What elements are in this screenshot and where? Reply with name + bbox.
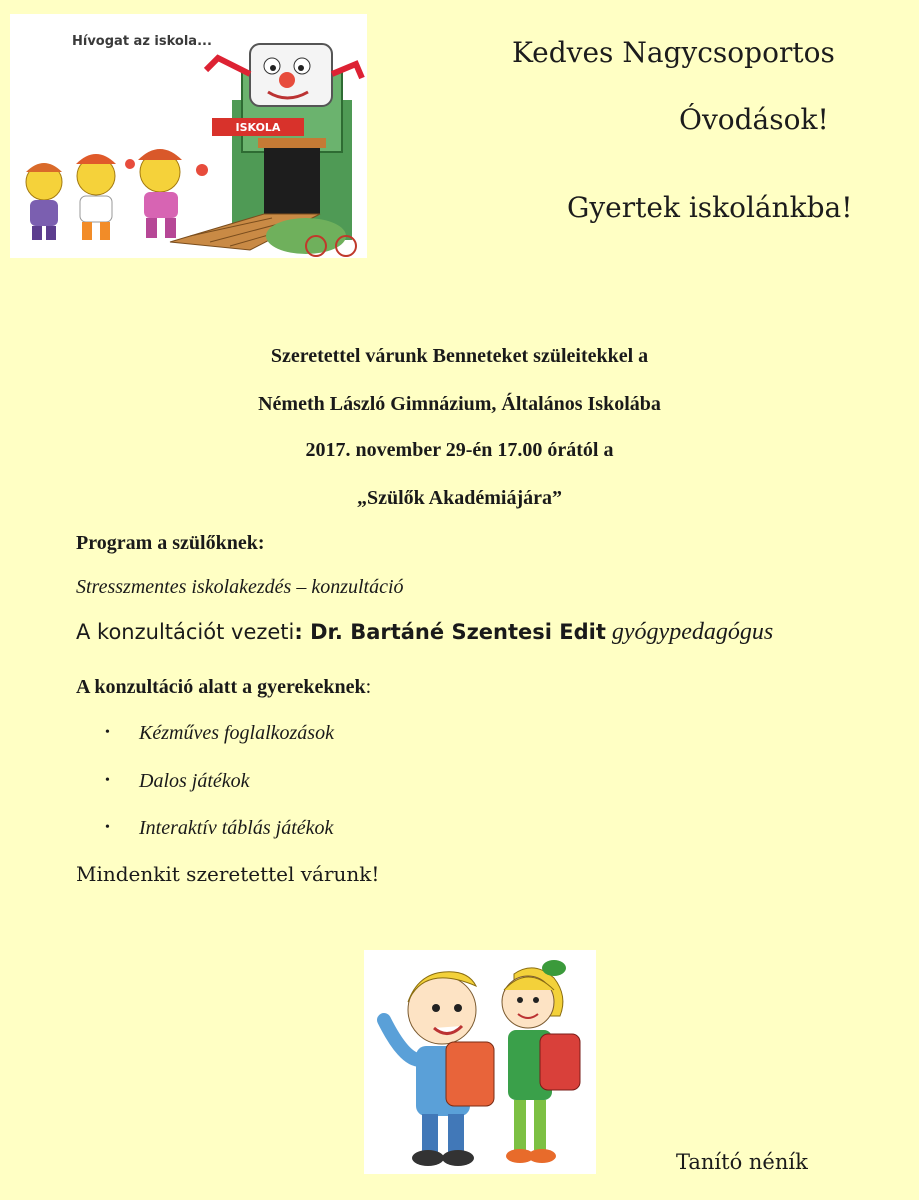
program-heading: Program a szülőknek: xyxy=(76,532,265,554)
consultation-lead: A konzultációt vezeti xyxy=(76,620,295,644)
activity-label: Kézműves foglalkozások xyxy=(139,722,334,744)
girl-figure xyxy=(502,960,580,1163)
activity-item xyxy=(105,817,333,840)
boy-figure xyxy=(384,972,494,1166)
activity-label: Interaktív táblás játékok xyxy=(139,817,334,839)
activity-item xyxy=(105,722,334,745)
invitation-line-2: Németh László Gimnázium, Általános Iskolába xyxy=(258,393,661,415)
kids-heading-text: A konzultáció alatt a gyerekeknek xyxy=(76,676,366,698)
bullet-icon: • xyxy=(105,820,110,835)
child-figure-1 xyxy=(26,163,62,240)
kids-heading-colon: : xyxy=(365,676,372,698)
invitation-line-3: 2017. november 29-én 17.00 órától a xyxy=(305,439,614,461)
children-with-backpacks-illustration-icon xyxy=(364,950,596,1174)
school-children-illustration-icon xyxy=(10,14,367,258)
greeting-line-1: Kedves Nagycsoportos xyxy=(512,36,835,69)
school-sign-text: ISKOLA xyxy=(235,121,281,134)
kids-heading xyxy=(76,676,371,699)
consultant-role: gyógypedagógus xyxy=(611,619,774,645)
child-figure-3 xyxy=(138,149,182,238)
invitation-line-4: „Szülők Akadémiájára” xyxy=(356,487,563,509)
invitation-line-1: Szeretettel várunk Benneteket szüleitekkel a xyxy=(270,345,649,367)
consultation-line xyxy=(76,619,773,646)
program-item: Stresszmentes iskolakezdés – konzultáció xyxy=(76,576,404,598)
closing-line: Mindenkit szeretettel várunk! xyxy=(76,862,380,886)
consultation-colon: : xyxy=(294,620,311,644)
activity-label: Dalos játékok xyxy=(139,770,250,792)
school-illustration xyxy=(10,14,367,258)
child-figure-2 xyxy=(76,154,116,240)
children-illustration xyxy=(364,950,596,1174)
illustration-caption: Hívogat az iskola... xyxy=(72,34,212,49)
bullet-icon: • xyxy=(105,725,110,740)
bullet-icon: • xyxy=(105,773,110,788)
greeting-line-2: Óvodások! xyxy=(679,103,829,136)
greeting-line-3: Gyertek iskolánkba! xyxy=(567,191,853,224)
signature: Tanító néník xyxy=(676,1150,808,1174)
activity-item xyxy=(105,770,250,793)
consultant-name: Dr. Bartáné Szentesi Edit xyxy=(310,620,606,644)
